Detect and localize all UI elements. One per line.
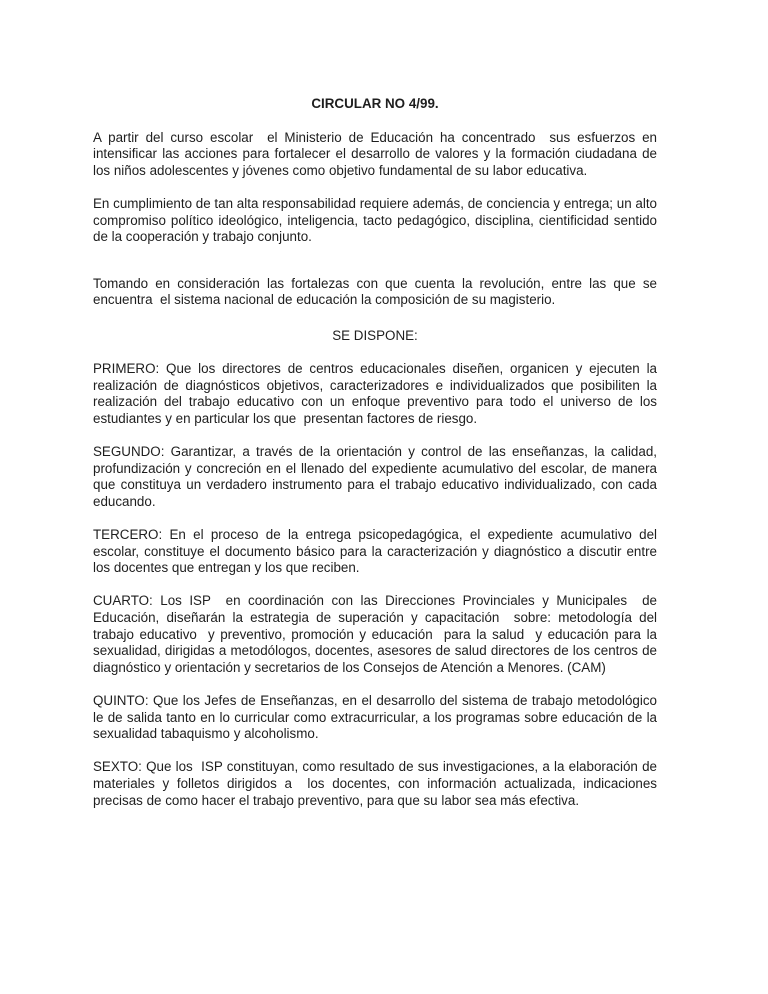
section-heading: SE DISPONE:	[332, 327, 418, 343]
intro-paragraph-1: A partir del curso escolar el Ministerio de Educación ha concentrado sus esfuerzos en intensificar las acciones para fortalecer el desarrollo de valores y la formación ciudadana de los niños adolescentes y jóvenes como objetivo fundamental de su labor educativa.	[93, 129, 661, 178]
provision-segundo: SEGUNDO: Garantizar, a través de la orientación y control de las enseñanzas, la calidad, profundización y concreción en el llenado del expediente acumulativo del escolar, de manera que constituya un verdadero instrumento para el trabajo educativo individualizado, con cada educando.	[93, 444, 661, 509]
provision-quinto: QUINTO: Que los Jefes de Enseñanzas, en el desarrollo del sistema de trabajo metodológico le de salida tanto en lo curricular como extracurricular, a los programas sobre educación de la sexualidad tabaquismo y alcoholismo.	[93, 693, 661, 742]
provision-sexto: SEXTO: Que los ISP constituyan, como resultado de sus investigaciones, a la elaboración de materiales y folletos dirigidos a los docentes, con información actualizada, indicaciones precisas de como hacer el trabajo preventivo, para que su labor sea más efectiva.	[93, 759, 661, 808]
provision-cuarto: CUARTO: Los ISP en coordinación con las Direcciones Provinciales y Municipales de Educación, diseñarán la estrategia de superación y capacitación sobre: metodología del trabajo educativo y preventivo, promoción y educación para la salud y educación para la sexualidad, dirigidas a metodólogos, docentes, asesores de salud directores de los centros de diagnóstico y orientación y secretarios de los Consejos de Atención a Menores. (CAM)	[93, 593, 661, 675]
intro-paragraph-3: Tomando en consideración las fortalezas con que cuenta la revolución, entre las que se encuentra el sistema nacional de educación la composición de su magisterio.	[93, 275, 661, 308]
provision-tercero: TERCERO: En el proceso de la entrega psicopedagógica, el expediente acumulativo del escolar, constituye el documento básico para la caracterización y diagnóstico a discutir entre los docentes que entregan y los que reciben.	[93, 527, 661, 576]
intro-paragraph-2: En cumplimiento de tan alta responsabilidad requiere además, de conciencia y entrega; un alto compromiso político ideológico, inteligencia, tacto pedagógico, disciplina, cientificidad sentido de la cooperación y trabajo conjunto.	[93, 195, 661, 245]
document-title: CIRCULAR NO 4/99.	[311, 96, 439, 111]
provision-primero: PRIMERO: Que los directores de centros educacionales diseñen, organicen y ejecuten la realización de diagnósticos objetivos, caracterizadores e individualizados que posibiliten la realización del trabajo educativo con un enfoque preventivo para todo el universo de los estudiantes y en particular los que presentan factores de riesgo.	[93, 361, 661, 426]
